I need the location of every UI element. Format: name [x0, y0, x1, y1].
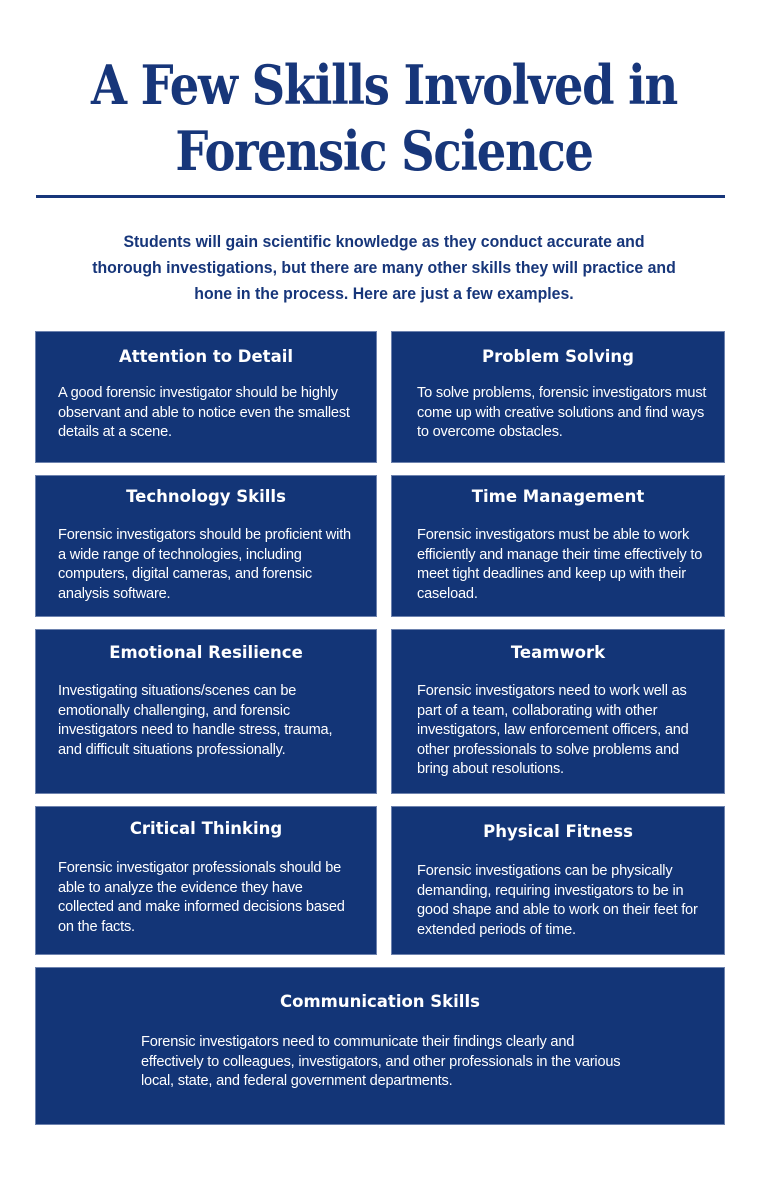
skill-card-physical-fitness — [391, 806, 725, 955]
skill-card-description: Forensic investigators must be able to work efficiently and manage their time effectively to meet tight deadlines and keep up with their caseload. — [417, 527, 703, 602]
skill-card-description: Forensic investigations can be physically demanding, requiring investigators to be in good shape and able to work on their feet for extended periods of time. — [417, 863, 698, 938]
skill-card-title: Teamwork — [510, 643, 606, 662]
skill-card-title: Physical Fitness — [483, 822, 633, 841]
skill-card-title: Attention to Detail — [118, 347, 294, 366]
skill-card-problem-solving — [391, 331, 725, 463]
skill-card-time-management — [391, 475, 725, 617]
title-divider — [36, 195, 725, 198]
page-title — [54, 52, 714, 184]
skill-card-description: Forensic investigators need to communicate their findings clearly and effectively to colleagues, investigators, and other professionals in the various local, state, and federal government departments. — [141, 1034, 621, 1089]
skill-card-title: Communication Skills — [280, 992, 480, 1011]
page-title-line-2: Forensic Science — [175, 119, 593, 183]
skill-card-description: A good forensic investigator should be highly observant and able to notice even the smallest details at a scene. — [58, 385, 350, 440]
skill-card-description: To solve problems, forensic investigators must come up with creative solutions and find ways to overcome obstacles. — [417, 385, 707, 440]
skill-card-attention-to-detail — [35, 331, 377, 463]
intro-paragraph: Students will gain scientific knowledge as they conduct accurate and thorough investigations, but there are many other skills they will practice and hone in the process. Here are just a few examples. — [92, 233, 676, 303]
skill-card-technology-skills — [35, 475, 377, 617]
skill-card-title: Time Management — [471, 487, 645, 506]
skill-card-title: Critical Thinking — [129, 819, 283, 838]
skill-card-emotional-resilience — [35, 629, 377, 794]
skill-card-description: Forensic investigator professionals should be able to analyze the evidence they have collected and make informed decisions based on the facts. — [58, 860, 345, 935]
skill-card-title: Problem Solving — [481, 347, 634, 366]
skill-card-description: Investigating situations/scenes can be emotionally challenging, and forensic investigators need to handle stress, trauma, and difficult situations professionally. — [58, 683, 333, 758]
page-title-line-1: A Few Skills Involved in — [91, 53, 677, 117]
skill-card-description: Forensic investigators need to work well as part of a team, collaborating with other investigators, law enforcement officers, and other professionals to solve problems and bring about resolutions. — [417, 683, 689, 777]
skill-card-description: Forensic investigators should be proficient with a wide range of technologies, including computers, digital cameras, and forensic analysis software. — [58, 527, 351, 602]
skill-card-communication-skills — [35, 967, 725, 1125]
skill-card-title: Technology Skills — [126, 487, 286, 506]
skill-card-teamwork — [391, 629, 725, 794]
skill-card-critical-thinking — [35, 806, 377, 955]
skill-card-title: Emotional Resilience — [109, 643, 303, 662]
